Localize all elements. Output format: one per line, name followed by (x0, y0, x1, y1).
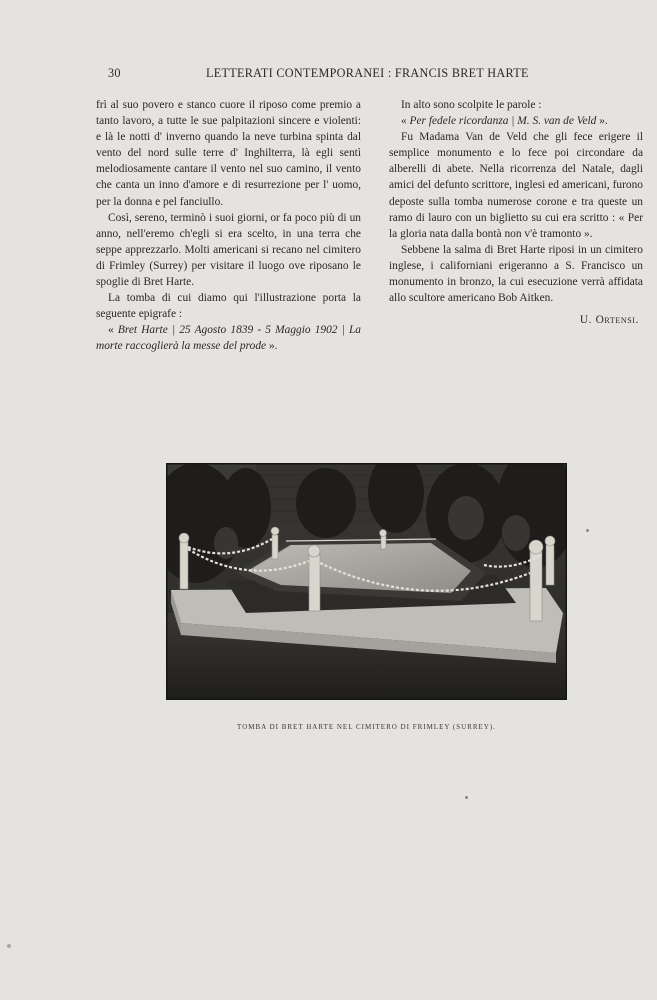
running-title: LETTERATI CONTEMPORANEI : FRANCIS BRET HARTE (206, 66, 529, 80)
epigraph-open-quote: « (108, 324, 118, 337)
paper-speck (465, 796, 468, 799)
signature-name: Ortensi. (595, 314, 639, 327)
left-paragraph-1: frì al suo povero e stanco cuore il riposo come premio a tanto lavoro, a tutte le sue palpitazioni sincere e violenti: e là le notti d' inverno quando la neve turbina spinta dal vento del nord sulle terre d' Inghilterra, là egli sentì melodiosamente cantare il vento nel suo camino, il vento che canta un inno d'amore e di resurrezione per l' uomo, per la donna e pel fanciullo. (96, 99, 361, 208)
signature-initial: U. (579, 314, 596, 327)
inscription-text: Per fedele ricordanza | M. S. van de Veld (409, 115, 597, 128)
page-number: 30 (108, 66, 121, 80)
right-paragraph-3: Sebbene la salma di Bret Harte riposi in un cimitero inglese, i californiani erigeranno a S. Francisco un monumento in bronzo, la cui esecuzione verrà affidata allo scultore americano Bob Aitken. (389, 243, 643, 305)
inscription-close-quote: ». (596, 115, 608, 128)
paper-speck (7, 944, 11, 948)
left-paragraph-2: Così, sereno, terminò i suoi giorni, or fa poco più di un anno, nell'eremo ch'egli si era scelto, in una terra che seppe apprezzarlo. Molti americani si recano nel cimitero di Frimley (Surrey) per visitare il luogo ove riposano le spoglie di Bret Harte. (96, 211, 361, 289)
inscription (389, 113, 643, 129)
tomb-photograph (166, 463, 567, 700)
author-signature (389, 312, 643, 328)
epigraph-close-quote: ». (266, 340, 278, 353)
epigraph (96, 322, 361, 354)
right-column (389, 97, 643, 328)
tomb-photograph-illustration (166, 463, 567, 700)
inscription-open-quote: « (401, 115, 410, 128)
epigraph-text: Bret Harte | 25 Agosto 1839 - 5 Maggio 1902 | La morte raccoglierà la messe del prode (96, 324, 361, 353)
figure-caption: TOMBA DI BRET HARTE NEL CIMITERO DI FRIMLEY (SURREY). (237, 723, 496, 731)
left-paragraph-3: La tomba di cui diamo qui l'illustrazione porta la seguente epigrafe : (96, 292, 361, 321)
right-paragraph-1: In alto sono scolpite le parole : (401, 99, 542, 111)
paper-speck (586, 529, 589, 532)
right-paragraph-2: Fu Madama Van de Veld che gli fece erigere il semplice monumento e lo fece poi circondare da alberelli di abete. Nella ricorrenza del Natale, dagli amici del defunto scrittore, inglesi ed americani, furono deposte sulla tomba numerose corone e tra queste un ramo di lauro con un biglietto su cui era scritto : « Per la gloria nata dalla bontà non v'è tramonto ». (389, 131, 643, 240)
left-column (96, 97, 361, 355)
